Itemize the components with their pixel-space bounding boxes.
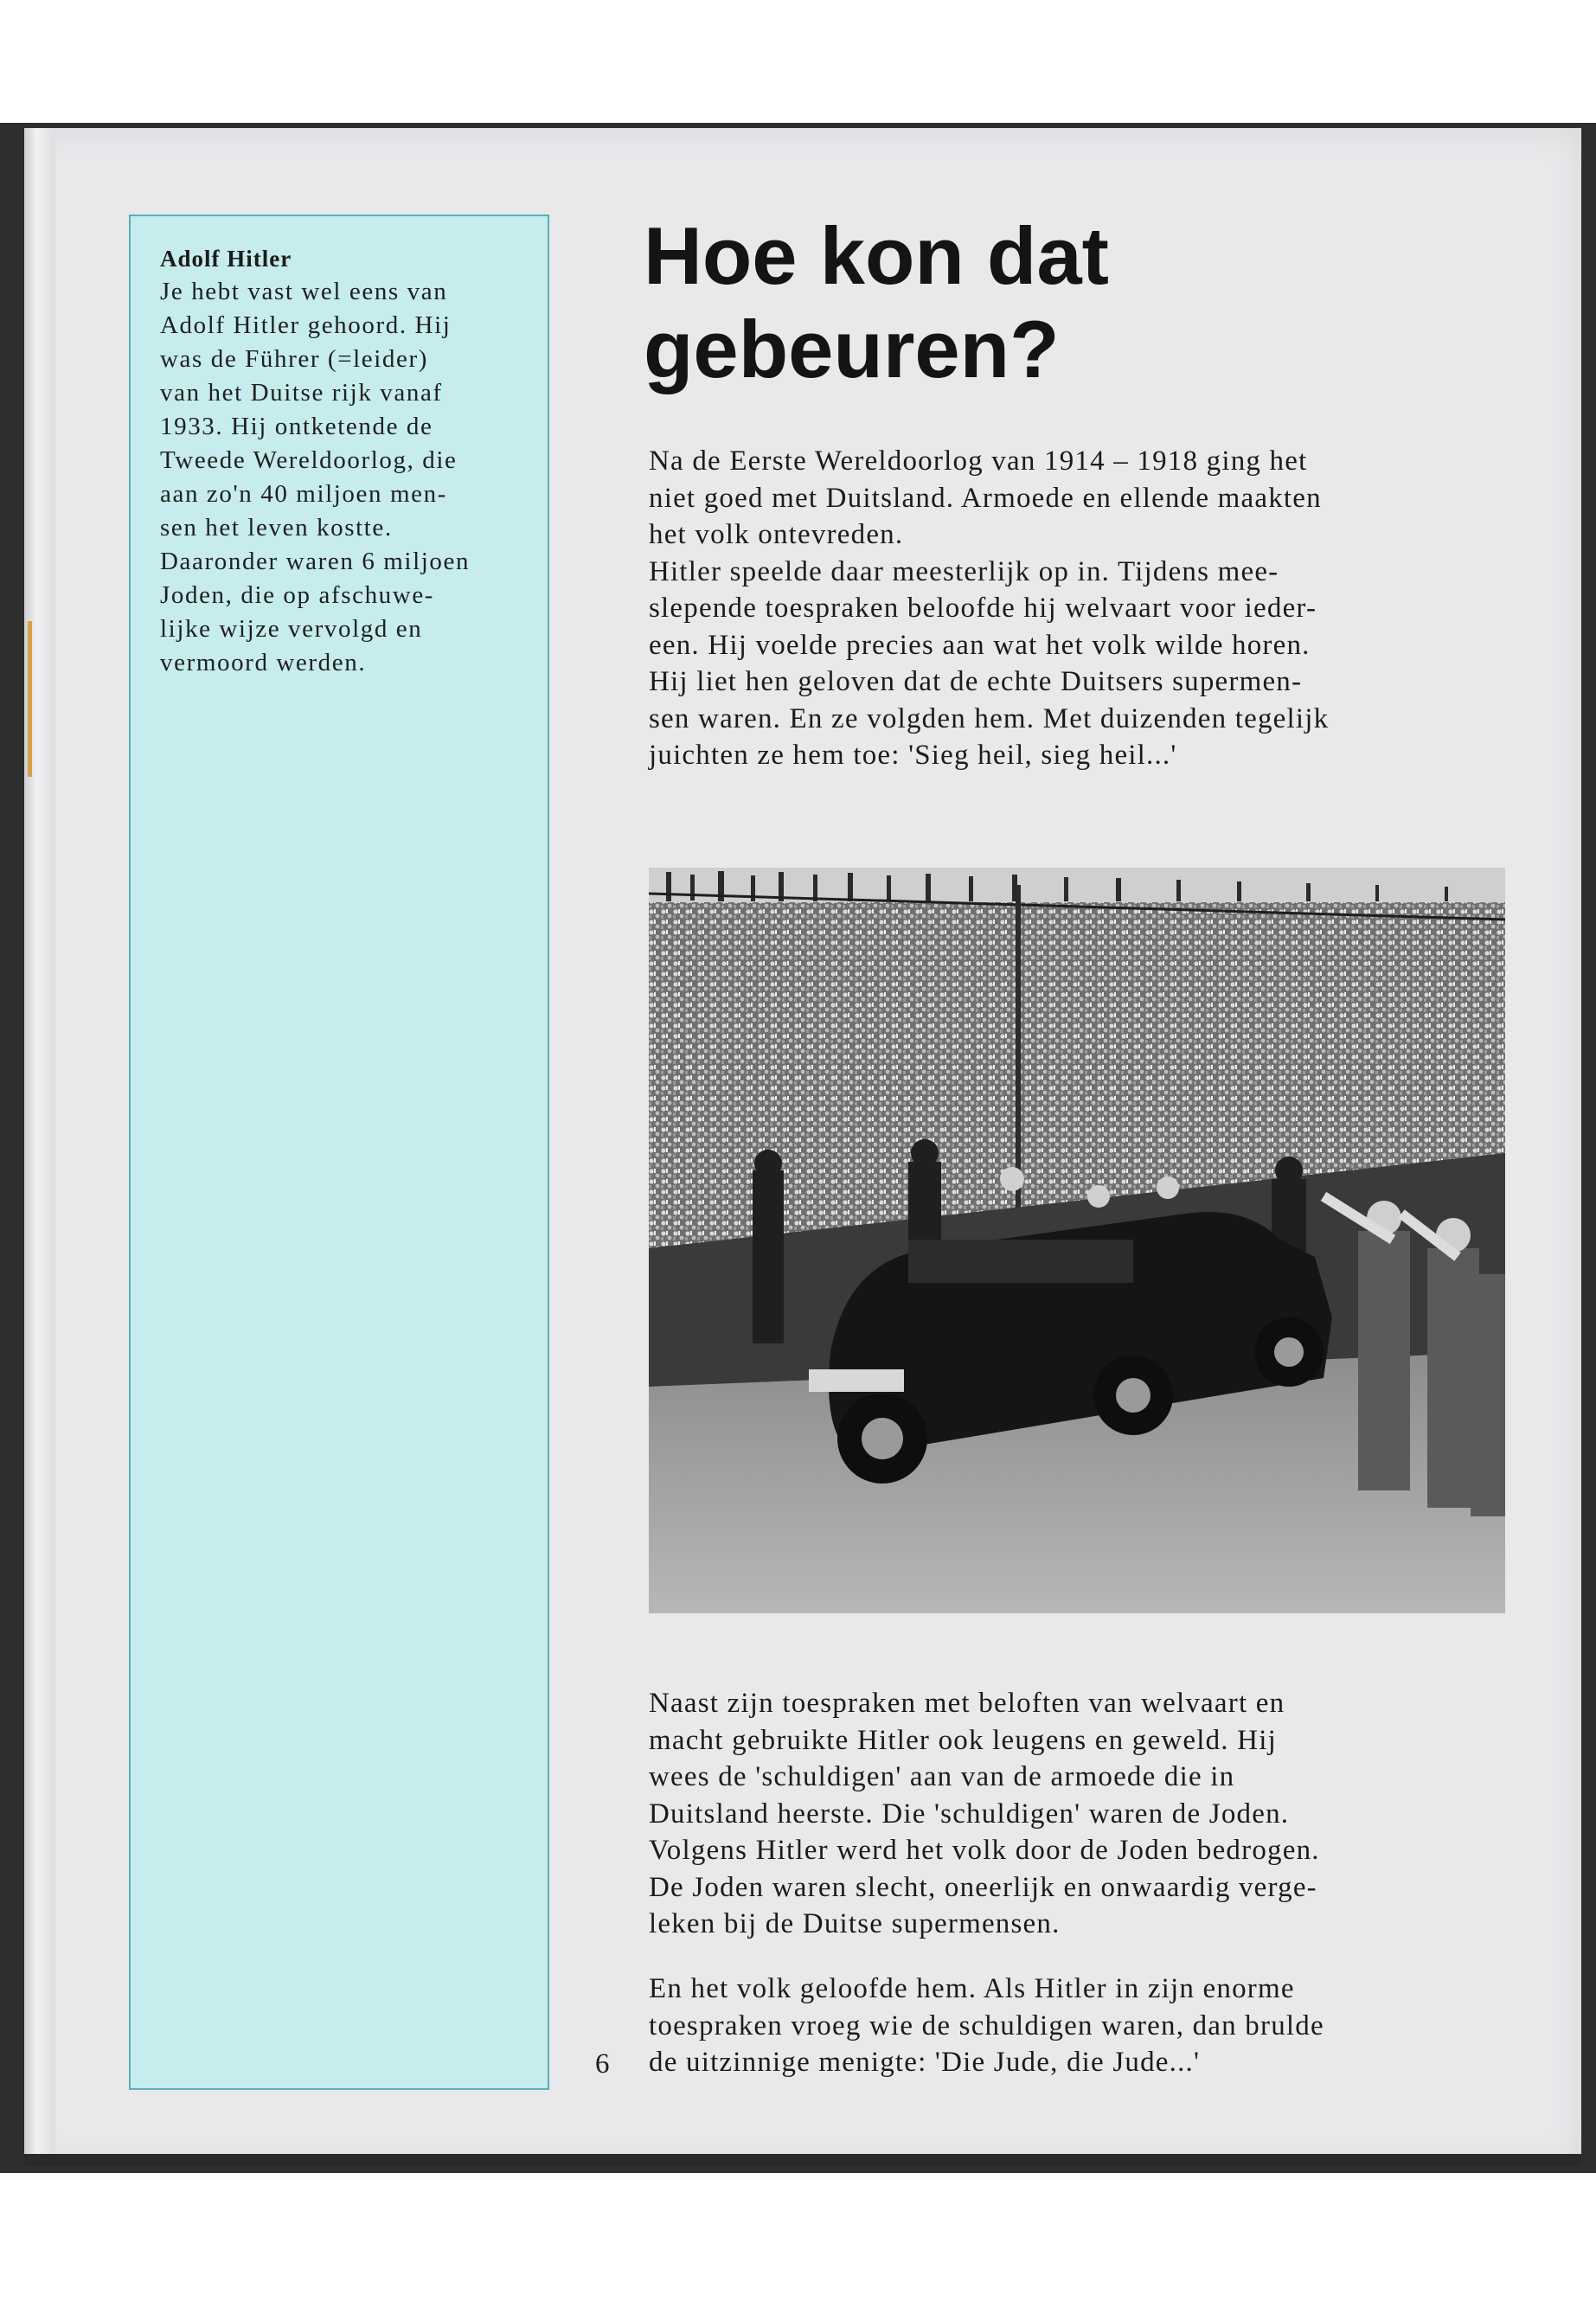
paragraph-2: Naast zijn toespraken met beloften van welvaart en macht gebruikte Hitler ook leugens en geweld. Hij wees de 'schuldigen' aan van de armoede die in Duitsland heerste. Die 'schuldigen' waren de Joden. Volgens Hitler werd het volk door de Joden bedrogen. De Joden waren slecht, oneerlijk en onwaardig verge- leken bij de Duitse supermensen. [649,1688,1320,1939]
spine-mark [28,621,32,777]
sidebar-heading: Adolf Hitler [160,246,292,272]
page-number: 6 [595,2048,610,2080]
sidebar-text: Je hebt vast wel eens van Adolf Hitler gehoord. Hij was de Führer (=leider) van het Duitse rijk vanaf 1933. Hij ontketende de Tweede Wereldoorlog, die aan zo'n 40 miljoen men- sen het leven kostte. Daaronder waren 6 miljoen Joden, die op afschuwe- lijke wijze vervolgd en vermoord werden. [160,278,471,676]
sidebar-box [129,215,549,2090]
page-title [644,209,1249,396]
book-spine [24,128,55,2166]
title-line-1: Hoe kon dat [644,210,1109,301]
rally-photo [649,868,1505,1613]
paragraph-1: Na de Eerste Wereldoorlog van 1914 – 1918 ging het niet goed met Duitsland. Armoede en ellende maakten het volk ontevreden. Hitler speelde daar meesterlijk op in. Tijdens mee- slepende toespraken beloofde hij welvaart voor ieder- een. Hij voelde precies aan wat het volk wilde horen. Hij liet hen geloven dat de echte Duitsers supermen- sen waren. En ze volgden hem. Met duizenden tegelijk juichten ze hem toe: 'Sieg heil, sieg heil...' [649,445,1330,771]
title-line-2: gebeuren? [644,304,1060,394]
paragraph-3: En het volk geloofde hem. Als Hitler in zijn enorme toespraken vroeg wie de schuldigen waren, dan brulde de uitzinnige menigte: 'Die Jude, die Jude...' [649,1973,1324,2078]
book-page [24,128,1581,2166]
page-bottom-edge [24,2154,1581,2166]
